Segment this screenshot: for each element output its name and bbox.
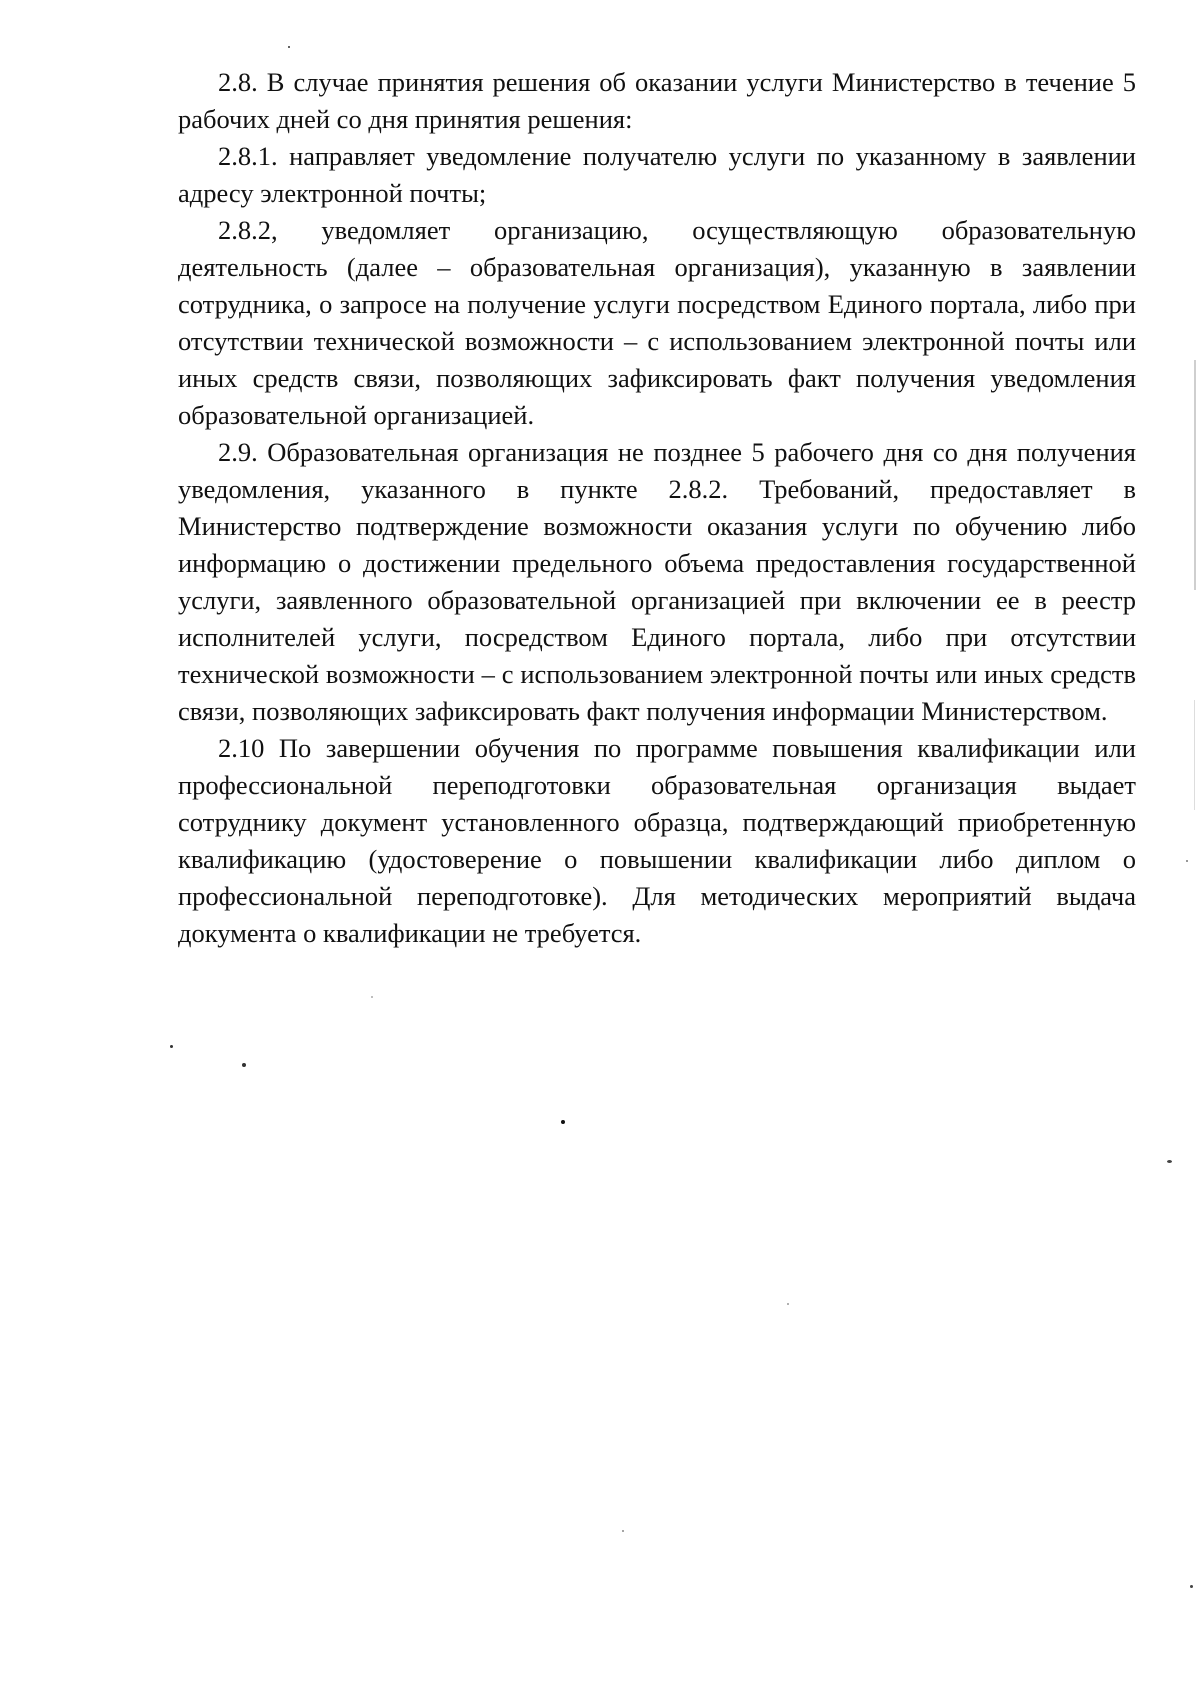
document-body xyxy=(178,64,1136,952)
scan-speck xyxy=(371,996,373,998)
paragraph-2-8-1: 2.8.1. направляет уведомление получателю услуги по указанному в заявлении адресу электронной почты; xyxy=(178,141,1136,208)
scan-edge-line xyxy=(1194,360,1196,590)
scan-speck xyxy=(561,1120,565,1124)
scan-speck xyxy=(288,46,290,48)
paragraph-2-8: 2.8. В случае принятия решения об оказании услуги Министерство в течение 5 рабочих дней со дня принятия решения: xyxy=(178,67,1136,134)
scan-speck xyxy=(242,1063,246,1067)
paragraph-2-10: 2.10 По завершении обучения по программе повышения квалификации или профессиональной переподготовки образовательная организация выдает сотруднику документ установленного образца, подтверждающий приобретенную квалификацию (удостоверение о повышении квалификации либо диплом о профессиональной переподготовке). Для методических мероприятий выдача документа о квалификации не требуется. xyxy=(178,733,1136,948)
paragraph-2-8-2: 2.8.2, уведомляет организацию, осуществляющую образовательную деятельность (далее – образовательная организация), указанную в заявлении сотрудника, о запросе на получение услуги посредством Единого портала, либо при отсутствии технической возможности – с использованием электронной почты или иных средств связи, позволяющих зафиксировать факт получения уведомления образовательной организацией. xyxy=(178,215,1136,430)
scan-speck xyxy=(1186,860,1188,862)
scan-speck xyxy=(622,1530,624,1532)
scan-speck xyxy=(170,1045,173,1048)
scan-speck xyxy=(1190,1585,1193,1588)
scan-speck xyxy=(787,1303,789,1305)
scan-speck xyxy=(1167,1160,1172,1163)
scan-edge-line-lower xyxy=(1194,700,1195,810)
paragraph-2-9: 2.9. Образовательная организация не позднее 5 рабочего дня со дня получения уведомления, указанного в пункте 2.8.2. Требований, предоставляет в Министерство подтверждение возможности оказания услуги по обучению либо информацию о достижении предельного объема предоставления государственной услуги, заявленного образовательной организацией при включении ее в реестр исполнителей услуги, посредством Единого портала, либо при отсутствии технической возможности – с использованием электронной почты или иных средств связи, позволяющих зафиксировать факт получения информации Министерством. xyxy=(178,437,1136,726)
